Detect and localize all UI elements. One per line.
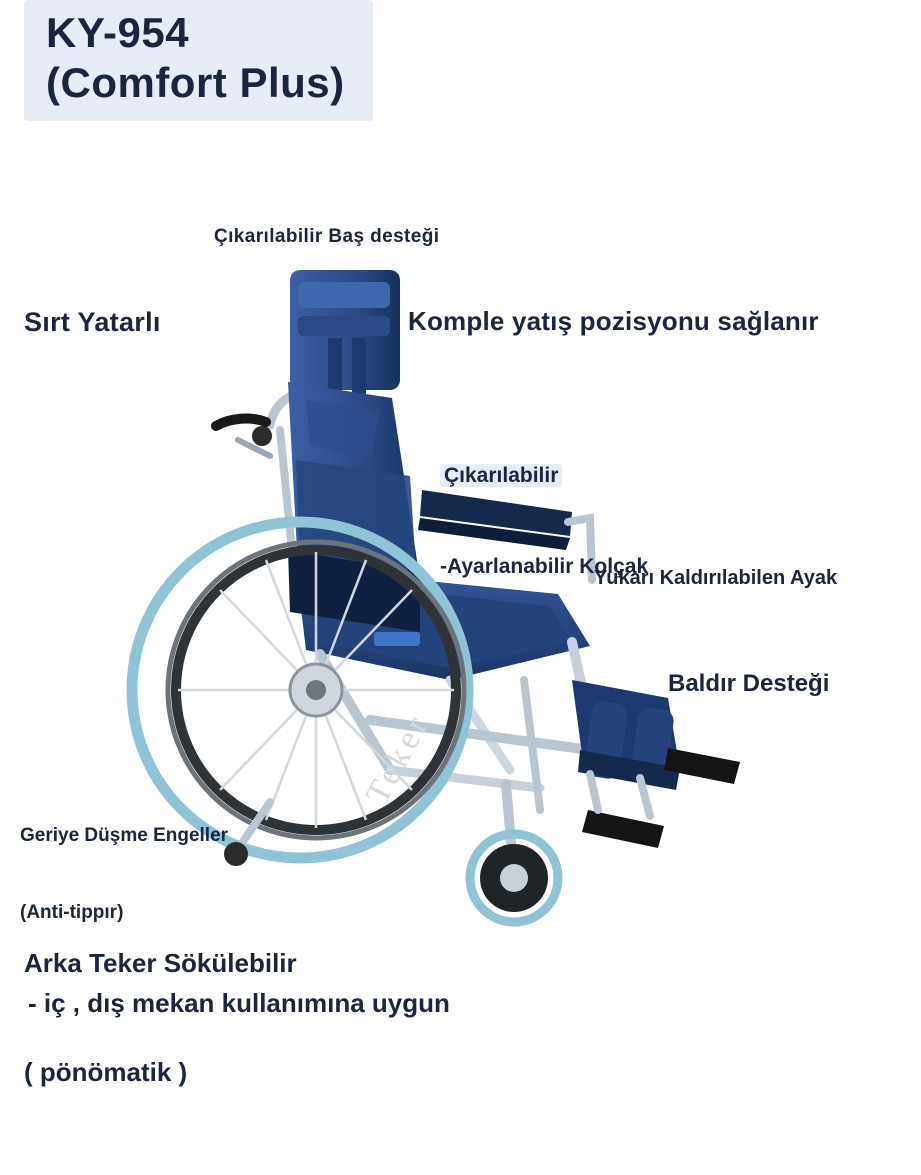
label-footrest: Yukarı Kaldırılabilen Ayak: [594, 567, 838, 589]
watermark-text: Teker: [358, 707, 438, 811]
label-headrest: Çıkarılabilir Baş desteği: [214, 226, 440, 247]
label-usage: - iç , dış mekan kullanımına uygun: [28, 988, 450, 1018]
product-title-block: [24, 0, 373, 121]
label-reclining-back: Sırt Yatarlı: [24, 307, 161, 337]
label-armrest-line1: Çıkarılabilir: [440, 464, 562, 487]
front-caster-wheel: [470, 784, 558, 922]
brake-lever: [216, 419, 272, 456]
label-full-recline: Komple yatış pozisyonu sağlanır: [408, 306, 819, 336]
label-armrest-line2: -Ayarlanabilir Kolçak: [440, 555, 649, 579]
page-title-model: KY-954: [46, 9, 190, 56]
label-rear-wheel-line1: Arka Teker Sökülebilir: [24, 947, 297, 978]
headrest: [290, 270, 400, 394]
label-rear-wheel-line2: ( pönömatik ): [24, 1056, 188, 1087]
label-calf-support: Baldır Desteği: [668, 670, 830, 697]
page-title-variant: (Comfort Plus): [46, 58, 345, 106]
label-anti-tipper-line1: Geriye Düşme Engeller: [20, 825, 229, 847]
label-anti-tipper-line2: (Anti-tippır): [20, 902, 124, 924]
